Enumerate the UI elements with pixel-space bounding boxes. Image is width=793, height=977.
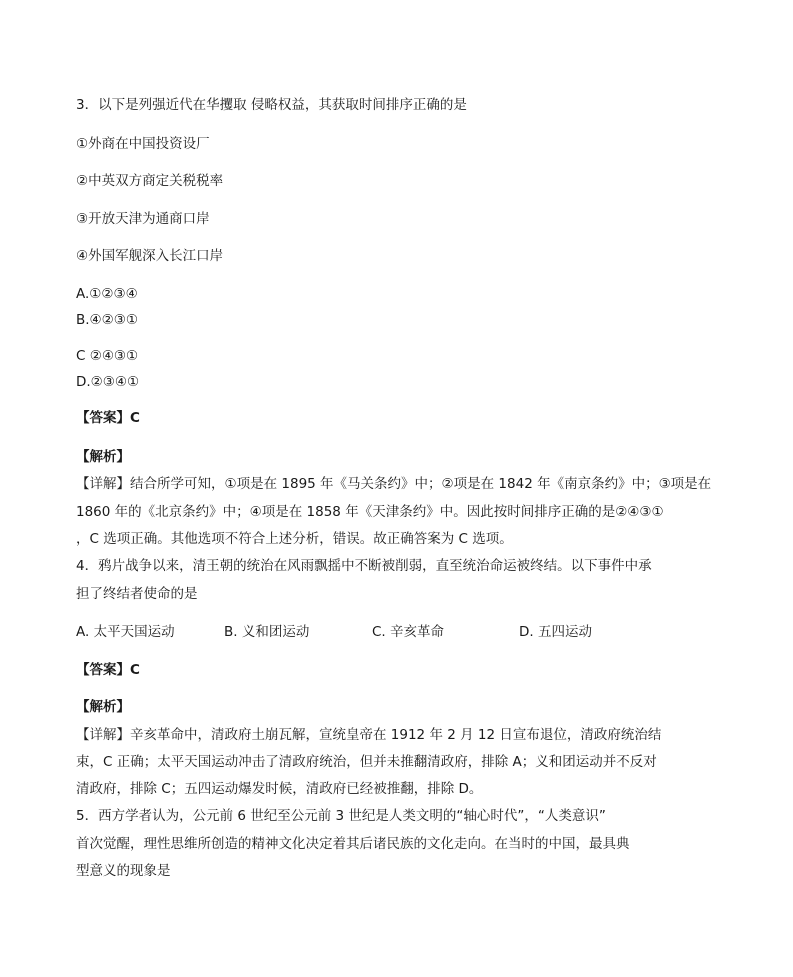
q4-detail-line-1: 【详解】辛亥革命中，清政府土崩瓦解，宣统皇帝在 1912 年 2 月 12 日宣布退位，清政府统治结 (76, 727, 662, 743)
q3-item-3: ③开放天津为通商口岸 (76, 211, 210, 227)
q4-analysis-label: 【解析】 (76, 699, 130, 715)
q3-item-2: ②中英双方商定关税税率 (76, 173, 224, 189)
q4-option-d: D. 五四运动 (519, 624, 592, 640)
q3-detail-line-1: 【详解】结合所学可知，①项是在 1895 年《马关条约》中；②项是在 1842 年《南京条约》中；③项是在 (76, 476, 712, 492)
q4-answer: 【答案】C (76, 662, 140, 678)
q4-stem-line-1: 4．鸦片战争以来，清王朝的统治在风雨飘摇中不断被削弱，直至统治命运被终结。以下事件中承 (76, 558, 652, 574)
q4-detail-line-2: 束，C 正确；太平天国运动冲击了清政府统治，但并未推翻清政府，排除 A；义和团运动并不反对 (76, 754, 657, 770)
q3-option-c: C ②④③① (76, 348, 139, 364)
q3-detail-line-2: 1860 年的《北京条约》中；④项是在 1858 年《天津条约》中。因此按时间排序正确的是②④③① (76, 504, 664, 520)
q3-answer: 【答案】C (76, 410, 140, 426)
q3-option-b: B.④②③① (76, 312, 138, 328)
q4-option-c: C. 辛亥革命 (372, 624, 445, 640)
q3-item-1: ①外商在中国投资设厂 (76, 136, 210, 152)
q4-stem-line-2: 担了终结者使命的是 (76, 586, 198, 602)
q3-detail-line-3: ，C 选项正确。其他选项不符合上述分析，错误。故正确答案为 C 选项。 (76, 531, 513, 547)
q3-item-4: ④外国军舰深入长江口岸 (76, 248, 224, 264)
q4-option-b: B. 义和团运动 (224, 624, 310, 640)
q5-stem-line-1: 5．西方学者认为，公元前 6 世纪至公元前 3 世纪是人类文明的“轴心时代”，“人类意识” (76, 808, 606, 824)
q5-stem-line-2: 首次觉醒，理性思维所创造的精神文化决定着其后诸民族的文化走向。在当时的中国，最具典 (76, 836, 630, 852)
q4-option-a: A. 太平天国运动 (76, 624, 175, 640)
q3-option-d: D.②③④① (76, 374, 140, 390)
q3-analysis-label: 【解析】 (76, 449, 130, 465)
q3-stem: 3．以下是列强近代在华攫取 侵略权益，其获取时间排序正确的是 (76, 97, 467, 113)
q5-stem-line-3: 型意义的现象是 (76, 863, 171, 879)
q4-detail-line-3: 清政府，排除 C；五四运动爆发时候，清政府已经被推翻，排除 D。 (76, 781, 483, 797)
q3-option-a: A.①②③④ (76, 286, 138, 302)
